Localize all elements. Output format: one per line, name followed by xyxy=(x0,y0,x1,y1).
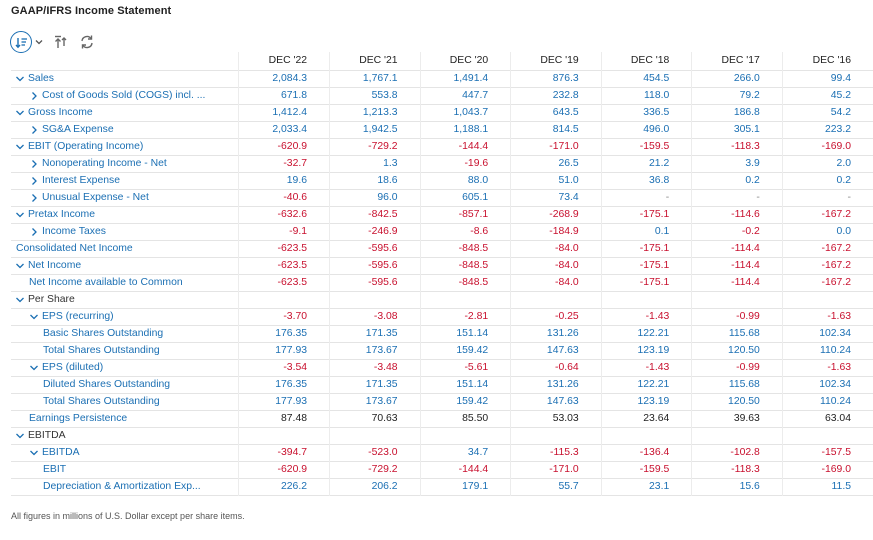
row-label[interactable] xyxy=(11,104,239,121)
row-label-text: Unusual Expense - Net xyxy=(42,192,149,203)
chevron-right-icon[interactable] xyxy=(28,158,40,170)
cell-value: 102.34 xyxy=(782,325,873,342)
cell-value: 643.5 xyxy=(511,104,602,121)
cell-value: 1,491.4 xyxy=(420,70,511,87)
cell-value: 454.5 xyxy=(601,70,692,87)
row-label-text: Sales xyxy=(28,73,54,84)
chevron-down-icon[interactable] xyxy=(28,311,40,323)
cell-value: 120.50 xyxy=(692,393,783,410)
cell-value xyxy=(782,291,873,308)
chevron-down-icon[interactable] xyxy=(14,430,26,442)
chevron-down-icon[interactable] xyxy=(14,73,26,85)
cell-value: -169.0 xyxy=(782,461,873,478)
cell-value: 53.03 xyxy=(511,410,602,427)
cell-value: 336.5 xyxy=(601,104,692,121)
cell-value: 110.24 xyxy=(782,393,873,410)
row-label-text: Depreciation & Amortization Exp... xyxy=(43,481,201,492)
cell-value: -268.9 xyxy=(511,206,602,223)
cell-value: -115.3 xyxy=(511,444,602,461)
row-label-text: Cost of Goods Sold (COGS) incl. ... xyxy=(42,90,206,101)
row-label-text: Nonoperating Income - Net xyxy=(42,158,167,169)
row-label-text: Total Shares Outstanding xyxy=(43,396,160,407)
cell-value: 79.2 xyxy=(692,87,783,104)
row-label-text: EPS (diluted) xyxy=(42,362,104,373)
cell-value: 151.14 xyxy=(420,325,511,342)
table-row xyxy=(11,155,873,172)
cell-value: -3.08 xyxy=(330,308,421,325)
table-row xyxy=(11,70,873,87)
cell-value: 171.35 xyxy=(330,376,421,393)
row-label xyxy=(11,342,239,359)
row-label xyxy=(11,393,239,410)
cell-value: 99.4 xyxy=(782,70,873,87)
column-header[interactable]: DEC '21 xyxy=(330,52,421,70)
cell-value: 73.4 xyxy=(511,189,602,206)
cell-value: 0.0 xyxy=(782,223,873,240)
row-label-text: Earnings Persistence xyxy=(29,413,128,424)
row-label[interactable] xyxy=(11,359,239,376)
cell-value: 131.26 xyxy=(511,325,602,342)
cell-value: -848.5 xyxy=(420,274,511,291)
cell-value: 176.35 xyxy=(239,376,330,393)
refresh-button[interactable] xyxy=(79,34,95,50)
cell-value: -729.2 xyxy=(330,461,421,478)
page-title: GAAP/IFRS Income Statement xyxy=(11,5,172,17)
table-row xyxy=(11,410,873,427)
cell-value: 18.6 xyxy=(330,172,421,189)
cell-value: -620.9 xyxy=(239,461,330,478)
cell-value: 3.9 xyxy=(692,155,783,172)
table-row xyxy=(11,138,873,155)
cell-value: -175.1 xyxy=(601,206,692,223)
table-row xyxy=(11,121,873,138)
cell-value: -114.4 xyxy=(692,240,783,257)
chevron-right-icon[interactable] xyxy=(28,90,40,102)
chevron-down-icon[interactable] xyxy=(28,447,40,459)
cell-value: -595.6 xyxy=(330,274,421,291)
row-label-text: Gross Income xyxy=(28,107,93,118)
row-label-text: SG&A Expense xyxy=(42,124,114,135)
cell-value: 45.2 xyxy=(782,87,873,104)
cell-value: 179.1 xyxy=(420,478,511,495)
table-row xyxy=(11,342,873,359)
cell-value: -857.1 xyxy=(420,206,511,223)
cell-value: -3.54 xyxy=(239,359,330,376)
cell-value: 173.67 xyxy=(330,342,421,359)
column-header[interactable]: DEC '16 xyxy=(782,52,873,70)
footnote: All figures in millions of U.S. Dollar except per share items. xyxy=(11,511,245,521)
cell-value: 0.1 xyxy=(601,223,692,240)
cell-value: 70.63 xyxy=(330,410,421,427)
cell-value: 115.68 xyxy=(692,325,783,342)
cell-value: 1,942.5 xyxy=(330,121,421,138)
cell-value: 34.7 xyxy=(420,444,511,461)
cell-value: -114.4 xyxy=(692,274,783,291)
cell-value: -167.2 xyxy=(782,257,873,274)
cell-value: 147.63 xyxy=(511,393,602,410)
row-label xyxy=(11,376,239,393)
cell-value: -118.3 xyxy=(692,138,783,155)
chevron-right-icon[interactable] xyxy=(28,124,40,136)
row-label[interactable] xyxy=(11,87,239,104)
cell-value: 131.26 xyxy=(511,376,602,393)
cell-value: -167.2 xyxy=(782,206,873,223)
cell-value: -114.6 xyxy=(692,206,783,223)
row-label-text: EBITDA xyxy=(42,447,80,458)
row-label[interactable] xyxy=(11,189,239,206)
row-label-text: Pretax Income xyxy=(28,209,95,220)
cell-value: 26.5 xyxy=(511,155,602,172)
cell-value: 96.0 xyxy=(330,189,421,206)
cell-value xyxy=(511,427,602,444)
row-label-text: EPS (recurring) xyxy=(42,311,114,322)
cell-value: 226.2 xyxy=(239,478,330,495)
cell-value: -84.0 xyxy=(511,257,602,274)
row-label-text: EBIT (Operating Income) xyxy=(28,141,144,152)
income-statement-table xyxy=(11,52,873,496)
cell-value: 1,767.1 xyxy=(330,70,421,87)
cell-value: 496.0 xyxy=(601,121,692,138)
row-label[interactable] xyxy=(11,155,239,172)
cell-value xyxy=(601,291,692,308)
cell-value: 177.93 xyxy=(239,342,330,359)
cell-value: -0.25 xyxy=(511,308,602,325)
table-row xyxy=(11,240,873,257)
row-label xyxy=(11,240,239,257)
cell-value: -175.1 xyxy=(601,257,692,274)
cell-value: 159.42 xyxy=(420,342,511,359)
table-row xyxy=(11,274,873,291)
row-label-text: EBITDA xyxy=(28,430,66,441)
cell-value: 15.6 xyxy=(692,478,783,495)
cell-value: 87.48 xyxy=(239,410,330,427)
cell-value: -1.43 xyxy=(601,359,692,376)
cell-value: 54.2 xyxy=(782,104,873,121)
cell-value: 102.34 xyxy=(782,376,873,393)
cell-value: 11.5 xyxy=(782,478,873,495)
chevron-right-icon[interactable] xyxy=(28,192,40,204)
table-row xyxy=(11,461,873,478)
cell-value: 0.2 xyxy=(782,172,873,189)
row-label xyxy=(11,461,239,478)
row-label[interactable] xyxy=(11,138,239,155)
row-label[interactable] xyxy=(11,206,239,223)
cell-value: 1,412.4 xyxy=(239,104,330,121)
row-label xyxy=(11,325,239,342)
row-label[interactable] xyxy=(11,257,239,274)
cell-value: 173.67 xyxy=(330,393,421,410)
table-row xyxy=(11,359,873,376)
cell-value: 151.14 xyxy=(420,376,511,393)
cell-value: -19.6 xyxy=(420,155,511,172)
cell-value: -0.64 xyxy=(511,359,602,376)
cell-value: 223.2 xyxy=(782,121,873,138)
cell-value: -729.2 xyxy=(330,138,421,155)
cell-value: 51.0 xyxy=(511,172,602,189)
table-row xyxy=(11,376,873,393)
cell-value: 2.0 xyxy=(782,155,873,172)
row-label-text: Net Income xyxy=(28,260,82,271)
cell-value: -40.6 xyxy=(239,189,330,206)
cell-value: -1.63 xyxy=(782,359,873,376)
row-label[interactable] xyxy=(11,70,239,87)
cell-value: 176.35 xyxy=(239,325,330,342)
cell-value: -157.5 xyxy=(782,444,873,461)
cell-value: 553.8 xyxy=(330,87,421,104)
table-row xyxy=(11,189,873,206)
row-label-text: Basic Shares Outstanding xyxy=(43,328,164,339)
cell-value: -144.4 xyxy=(420,138,511,155)
cell-value: 55.7 xyxy=(511,478,602,495)
column-header[interactable]: DEC '22 xyxy=(239,52,330,70)
cell-value xyxy=(330,427,421,444)
refresh-icon xyxy=(79,34,95,50)
cell-value: -118.3 xyxy=(692,461,783,478)
sort-ascending-button[interactable] xyxy=(53,34,69,50)
row-label-text: Interest Expense xyxy=(42,175,120,186)
row-label-text: Total Shares Outstanding xyxy=(43,345,160,356)
table-row xyxy=(11,87,873,104)
cell-value: -848.5 xyxy=(420,240,511,257)
cell-value: 1.3 xyxy=(330,155,421,172)
sort-ascending-icon xyxy=(53,34,69,50)
cell-value: -623.5 xyxy=(239,240,330,257)
section-row xyxy=(11,291,873,308)
cell-value: -5.61 xyxy=(420,359,511,376)
chevron-down-icon[interactable] xyxy=(14,141,26,153)
table-row xyxy=(11,172,873,189)
row-label[interactable] xyxy=(11,291,239,308)
cell-value: -523.0 xyxy=(330,444,421,461)
cell-value: -1.43 xyxy=(601,308,692,325)
cell-value: 1,188.1 xyxy=(420,121,511,138)
cell-value: -0.99 xyxy=(692,308,783,325)
table-row xyxy=(11,444,873,461)
chevron-down-icon[interactable] xyxy=(14,260,26,272)
cell-value: -32.7 xyxy=(239,155,330,172)
row-label[interactable] xyxy=(11,308,239,325)
cell-value: -1.63 xyxy=(782,308,873,325)
cell-value: -184.9 xyxy=(511,223,602,240)
cell-value: -136.4 xyxy=(601,444,692,461)
row-label xyxy=(11,410,239,427)
chevron-down-icon[interactable] xyxy=(14,209,26,221)
cell-value: 671.8 xyxy=(239,87,330,104)
row-label[interactable] xyxy=(11,172,239,189)
column-header[interactable]: DEC '18 xyxy=(601,52,692,70)
cell-value: -246.9 xyxy=(330,223,421,240)
column-header[interactable]: DEC '19 xyxy=(511,52,602,70)
column-header[interactable]: DEC '17 xyxy=(692,52,783,70)
cell-value: 23.1 xyxy=(601,478,692,495)
cell-value: -167.2 xyxy=(782,240,873,257)
cell-value: 814.5 xyxy=(511,121,602,138)
cell-value: -848.5 xyxy=(420,257,511,274)
cell-value: 159.42 xyxy=(420,393,511,410)
cell-value: -159.5 xyxy=(601,461,692,478)
cell-value: -3.70 xyxy=(239,308,330,325)
cell-value: 115.68 xyxy=(692,376,783,393)
cell-value: -394.7 xyxy=(239,444,330,461)
cell-value: 118.0 xyxy=(601,87,692,104)
cell-value: 266.0 xyxy=(692,70,783,87)
cell-value: -842.5 xyxy=(330,206,421,223)
cell-value xyxy=(420,427,511,444)
cell-value xyxy=(511,291,602,308)
cell-value: 21.2 xyxy=(601,155,692,172)
cell-value: -595.6 xyxy=(330,257,421,274)
cell-value: 63.04 xyxy=(782,410,873,427)
row-label xyxy=(11,478,239,495)
cell-value: 1,043.7 xyxy=(420,104,511,121)
cell-value: 36.8 xyxy=(601,172,692,189)
cell-value xyxy=(782,427,873,444)
cell-value: 305.1 xyxy=(692,121,783,138)
label-column-header xyxy=(11,52,239,70)
cell-value: 447.7 xyxy=(420,87,511,104)
cell-value xyxy=(239,291,330,308)
cell-value: -632.6 xyxy=(239,206,330,223)
cell-value: 120.50 xyxy=(692,342,783,359)
cell-value: -114.4 xyxy=(692,257,783,274)
chevron-right-icon[interactable] xyxy=(28,226,40,238)
row-label-text: Per Share xyxy=(28,294,75,305)
cell-value: -175.1 xyxy=(601,274,692,291)
cell-value xyxy=(420,291,511,308)
cell-value: 147.63 xyxy=(511,342,602,359)
cell-value: -102.8 xyxy=(692,444,783,461)
row-label[interactable] xyxy=(11,223,239,240)
table-row xyxy=(11,325,873,342)
cell-value: 85.50 xyxy=(420,410,511,427)
cell-value: -171.0 xyxy=(511,138,602,155)
cell-value: 206.2 xyxy=(330,478,421,495)
table-row xyxy=(11,308,873,325)
cell-value: 177.93 xyxy=(239,393,330,410)
cell-value: 88.0 xyxy=(420,172,511,189)
cell-value: 2,033.4 xyxy=(239,121,330,138)
row-label[interactable] xyxy=(11,427,239,444)
row-label-text: Net Income available to Common xyxy=(29,277,183,288)
cell-value: 122.21 xyxy=(601,325,692,342)
cell-value xyxy=(692,427,783,444)
cell-value: 123.19 xyxy=(601,393,692,410)
table-row xyxy=(11,104,873,121)
cell-value: 171.35 xyxy=(330,325,421,342)
row-label-text: Consolidated Net Income xyxy=(16,243,133,254)
cell-value: -2.81 xyxy=(420,308,511,325)
cell-value: -0.99 xyxy=(692,359,783,376)
table-row xyxy=(11,206,873,223)
cell-value: -9.1 xyxy=(239,223,330,240)
cell-value: -623.5 xyxy=(239,274,330,291)
cell-value: -159.5 xyxy=(601,138,692,155)
row-label-text: Income Taxes xyxy=(42,226,106,237)
chevron-down-icon[interactable] xyxy=(14,294,26,306)
section-row xyxy=(11,427,873,444)
cell-value: -171.0 xyxy=(511,461,602,478)
cell-value xyxy=(692,291,783,308)
table-row xyxy=(11,223,873,240)
cell-value: 110.24 xyxy=(782,342,873,359)
cell-value xyxy=(330,291,421,308)
cell-value: -84.0 xyxy=(511,240,602,257)
sort-menu-button[interactable] xyxy=(10,31,43,53)
chevron-down-icon[interactable] xyxy=(28,362,40,374)
cell-value: -8.6 xyxy=(420,223,511,240)
cell-value: -169.0 xyxy=(782,138,873,155)
table-row xyxy=(11,393,873,410)
cell-value: 1,213.3 xyxy=(330,104,421,121)
cell-value: 186.8 xyxy=(692,104,783,121)
cell-value: 605.1 xyxy=(420,189,511,206)
cell-value: -144.4 xyxy=(420,461,511,478)
chevron-right-icon[interactable] xyxy=(28,175,40,187)
cell-value: 232.8 xyxy=(511,87,602,104)
chevron-down-icon[interactable] xyxy=(14,107,26,119)
cell-value: 39.63 xyxy=(692,410,783,427)
cell-value: 23.64 xyxy=(601,410,692,427)
cell-value: 122.21 xyxy=(601,376,692,393)
cell-value: 123.19 xyxy=(601,342,692,359)
cell-value: -3.48 xyxy=(330,359,421,376)
row-label-text: EBIT xyxy=(43,464,67,475)
cell-value: - xyxy=(601,189,692,206)
table-row xyxy=(11,478,873,495)
chevron-down-icon xyxy=(35,38,43,46)
cell-value: -623.5 xyxy=(239,257,330,274)
cell-value: 876.3 xyxy=(511,70,602,87)
row-label-text: Diluted Shares Outstanding xyxy=(43,379,171,390)
row-label[interactable] xyxy=(11,121,239,138)
cell-value: -595.6 xyxy=(330,240,421,257)
table-row xyxy=(11,257,873,274)
cell-value: -0.2 xyxy=(692,223,783,240)
cell-value: - xyxy=(782,189,873,206)
cell-value: -175.1 xyxy=(601,240,692,257)
cell-value: 0.2 xyxy=(692,172,783,189)
cell-value: -167.2 xyxy=(782,274,873,291)
row-label[interactable] xyxy=(11,444,239,461)
sort-lines-icon xyxy=(10,31,32,53)
cell-value: -84.0 xyxy=(511,274,602,291)
cell-value: 2,084.3 xyxy=(239,70,330,87)
cell-value: - xyxy=(692,189,783,206)
row-label xyxy=(11,274,239,291)
header-row xyxy=(11,52,873,70)
column-header[interactable]: DEC '20 xyxy=(420,52,511,70)
cell-value: 19.6 xyxy=(239,172,330,189)
toolbar xyxy=(10,31,95,53)
cell-value xyxy=(239,427,330,444)
cell-value xyxy=(601,427,692,444)
cell-value: -620.9 xyxy=(239,138,330,155)
